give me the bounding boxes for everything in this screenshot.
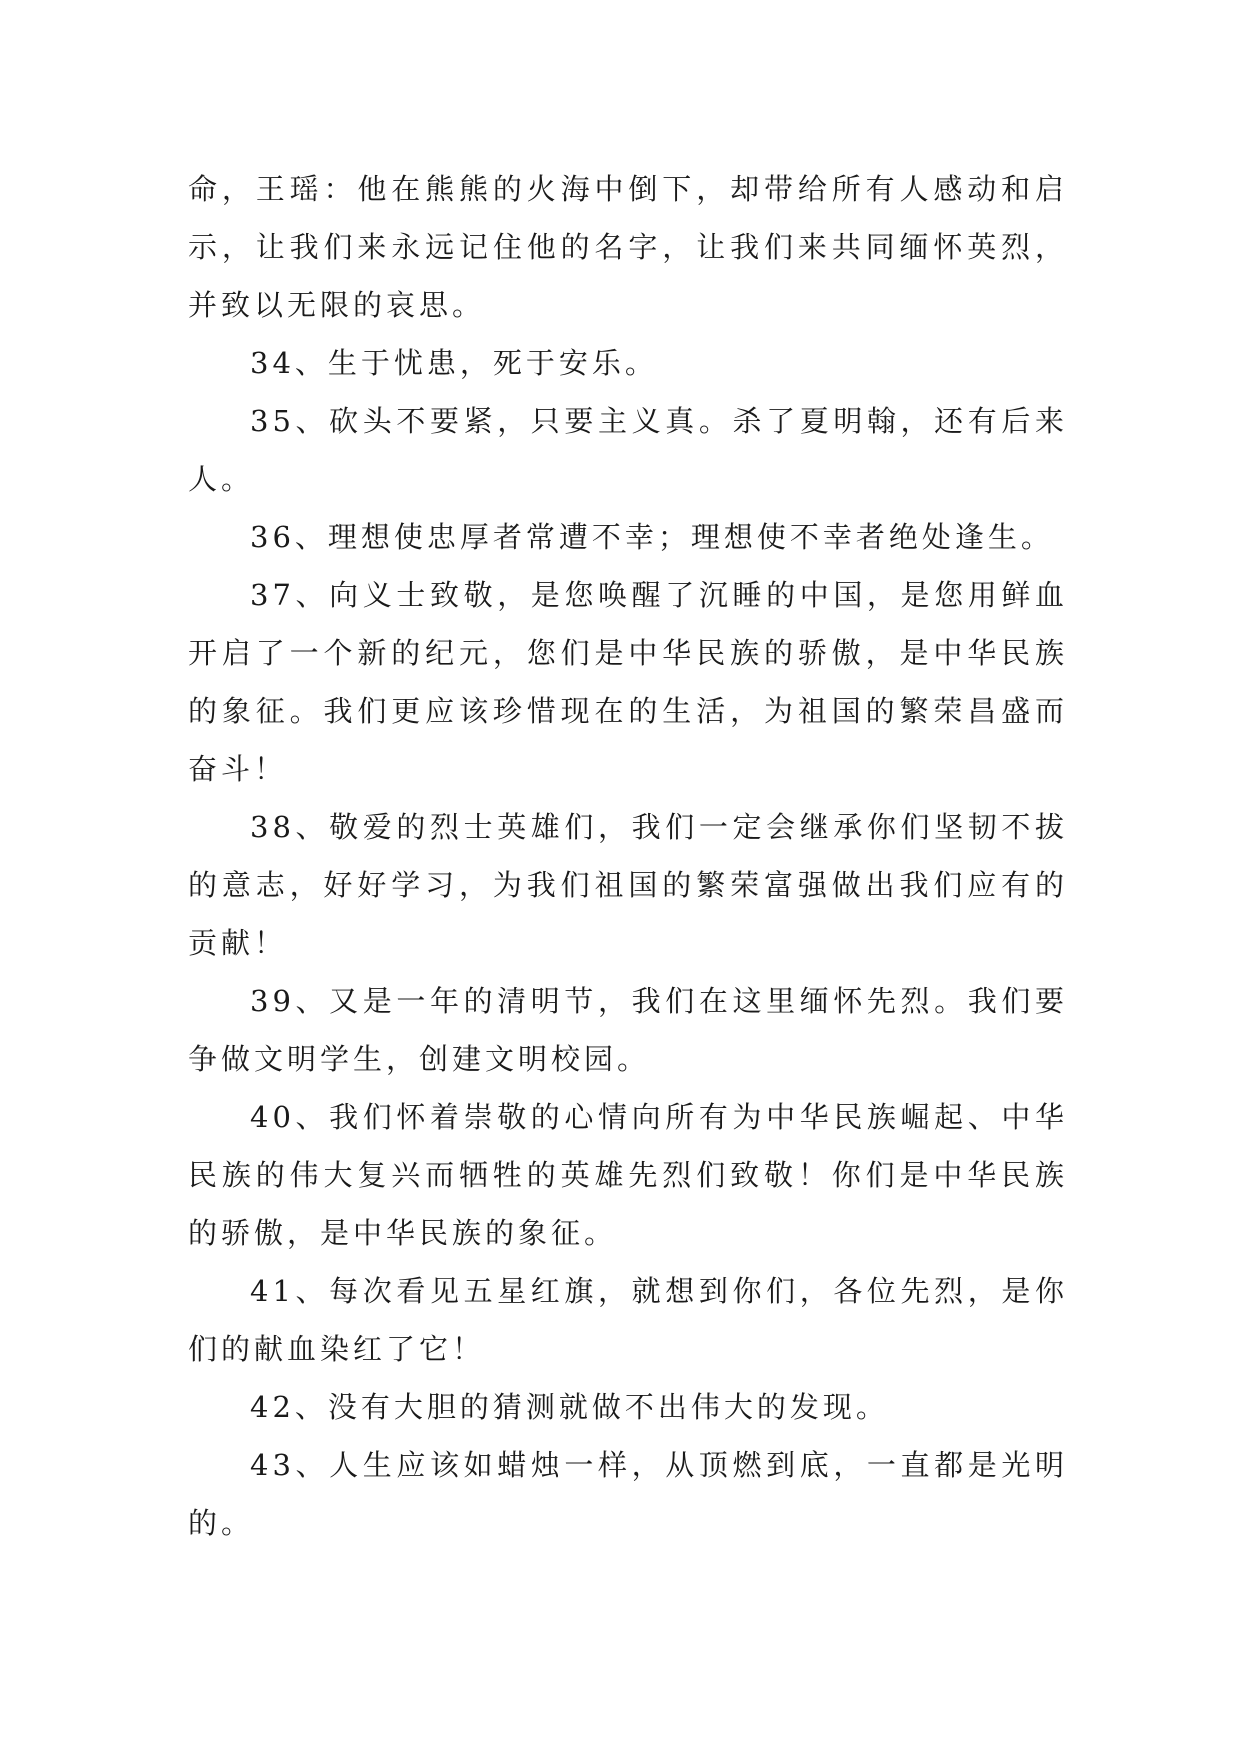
- paragraph-37: 37、向义士致敬，是您唤醒了沉睡的中国，是您用鲜血开启了一个新的纪元，您们是中华民族的骄傲，是中华民族的象征。我们更应该珍惜现在的生活，为祖国的繁荣昌盛而奋斗！: [188, 578, 1068, 786]
- paragraph-38: 38、敬爱的烈士英雄们，我们一定会继承你们坚韧不拔的意志，好好学习，为我们祖国的繁荣富强做出我们应有的贡献！: [188, 810, 1068, 960]
- paragraph-41: 41、每次看见五星红旗，就想到你们，各位先烈，是你们的献血染红了它！: [188, 1274, 1068, 1366]
- paragraph-39: 39、又是一年的清明节，我们在这里缅怀先烈。我们要争做文明学生，创建文明校园。: [188, 984, 1068, 1076]
- paragraph-40: 40、我们怀着崇敬的心情向所有为中华民族崛起、中华民族的伟大复兴而牺牲的英雄先烈们致敬！你们是中华民族的骄傲，是中华民族的象征。: [188, 1100, 1068, 1250]
- document-body: [188, 160, 1068, 1552]
- paragraph-43: 43、人生应该如蜡烛一样，从顶燃到底，一直都是光明的。: [188, 1448, 1068, 1540]
- paragraph-35: 35、砍头不要紧，只要主义真。杀了夏明翰，还有后来人。: [188, 404, 1068, 496]
- paragraph-34: 34、生于忧患，死于安乐。: [250, 346, 658, 380]
- paragraph-42: 42、没有大胆的猜测就做不出伟大的发现。: [250, 1390, 889, 1424]
- paragraph-36: 36、理想使忠厚者常遭不幸；理想使不幸者绝处逢生。: [250, 520, 1054, 554]
- paragraph-continuation: 命，王瑶：他在熊熊的火海中倒下，却带给所有人感动和启示，让我们来永远记住他的名字，让我们来共同缅怀英烈，并致以无限的哀思。: [188, 172, 1068, 322]
